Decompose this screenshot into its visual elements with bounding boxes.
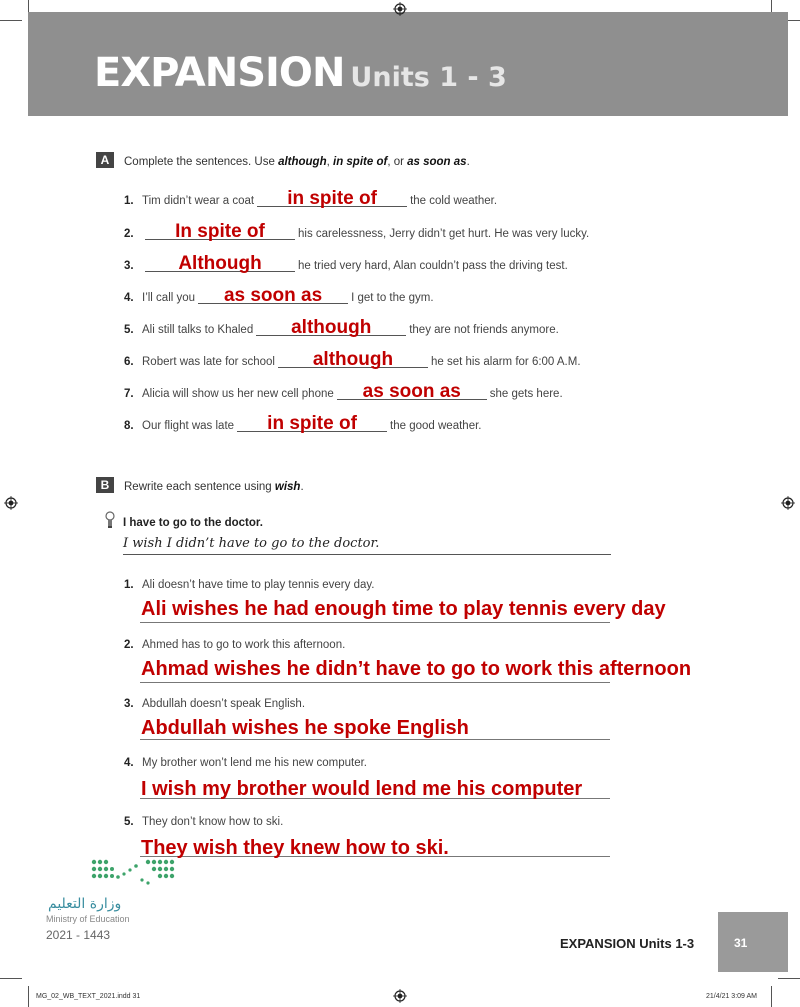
exercise-a-item: [124, 413, 482, 434]
example-prompt: I have to go to the doctor.: [123, 517, 263, 529]
exercise-a-item: [124, 381, 563, 402]
sentence-post: he tried very hard, Alan couldn’t pass the driving test.: [298, 260, 568, 272]
exercise-b-prompt: [124, 698, 305, 710]
sentence-pre: Robert was late for school: [142, 356, 275, 368]
item-number: 3.: [124, 698, 134, 710]
ministry-name-arabic: وزارة التعليم: [48, 896, 122, 912]
sentence-pre: Alicia will show us her new cell phone: [142, 388, 334, 400]
sentence-post: she gets here.: [489, 388, 563, 400]
print-slug-filename: MG_02_WB_TEXT_2021.indd 31: [36, 993, 141, 1000]
item-number: 4.: [124, 292, 134, 304]
answer-text: They wish they knew how to ski.: [141, 837, 449, 859]
registration-mark-icon: [781, 496, 795, 510]
item-number: 1.: [124, 579, 134, 591]
answer-blank: [237, 413, 387, 434]
answer-text: in spite of: [267, 413, 357, 434]
sentence-pre: Ali still talks to Khaled: [142, 324, 254, 336]
sentence-post: I get to the gym.: [351, 292, 434, 304]
sentence-post: the cold weather.: [410, 195, 498, 207]
prompt-text: My brother won’t lend me his new computer.: [142, 757, 367, 769]
exercise-a-item: [124, 285, 434, 306]
exercise-a-item: [124, 221, 590, 242]
crop-mark: [28, 986, 29, 1007]
exercise-b-prompt: [124, 639, 345, 651]
footer-label: EXPANSION Units 1-3: [560, 936, 695, 951]
item-number: 4.: [124, 757, 134, 769]
page-number-box: [718, 912, 788, 972]
title-units: Units 1 - 3: [350, 62, 507, 93]
ministry-name-english: Ministry of Education: [46, 914, 130, 924]
item-number: 5.: [124, 324, 134, 336]
sentence-post: they are not friends anymore.: [409, 324, 559, 336]
sentence-pre: Tim didn’t wear a coat: [142, 195, 255, 207]
answer-text: as soon as: [223, 285, 323, 306]
prompt-text: Ali doesn’t have time to play tennis every day.: [142, 579, 375, 591]
answer-blank: [337, 381, 487, 402]
print-slug-timestamp: 21/4/21 3:09 AM: [706, 993, 757, 1000]
sentence-pre: I’ll call you: [142, 292, 196, 304]
item-number: 8.: [124, 420, 134, 432]
instruction-text: , or: [387, 156, 408, 168]
instruction-text: .: [466, 156, 470, 168]
answer-text: Ahmad wishes he didn’t have to go to work this afternoon: [141, 658, 692, 680]
page-number: 31: [734, 936, 748, 950]
section-b-instruction: [124, 481, 304, 493]
title-text: EXPANSION: [94, 50, 345, 96]
answer-text: Ali wishes he had enough time to play tennis every day: [141, 598, 666, 620]
exercise-b-prompt: [124, 816, 283, 828]
sentence-pre: Our flight was late: [142, 420, 235, 432]
exercise-a-item: [124, 349, 581, 370]
keyword: wish: [274, 481, 301, 493]
answer-blank: [256, 317, 406, 338]
answer-text: although: [291, 317, 372, 338]
exercise-a-item: [124, 253, 568, 274]
exercise-a-item: [124, 317, 559, 338]
sentence-post: the good weather.: [390, 420, 482, 432]
instruction-text: Rewrite each sentence using: [124, 481, 275, 493]
instruction-text: ,: [326, 156, 333, 168]
answer-text: in spite of: [287, 188, 377, 209]
keyword: in spite of: [333, 156, 388, 168]
crop-mark: [0, 978, 22, 979]
answer-text: I wish my brother would lend me his computer: [141, 778, 583, 800]
crop-mark: [0, 20, 22, 21]
answer-blank: [198, 285, 348, 306]
exercise-b-prompt: [124, 579, 374, 591]
sentence-post: his carelessness, Jerry didn’t get hurt. He was very lucky.: [298, 228, 590, 240]
sentence-post: he set his alarm for 6:00 A.M.: [430, 356, 581, 368]
registration-mark-icon: [4, 496, 18, 510]
exercise-b-prompt: [124, 757, 367, 769]
ministry-logo-icon: [90, 856, 180, 888]
item-number: 7.: [124, 388, 134, 400]
answer-blank: [145, 221, 295, 242]
answer-text: Abdullah wishes he spoke English: [141, 717, 469, 739]
exercise-a-item: [124, 188, 498, 209]
item-number: 5.: [124, 816, 134, 828]
crop-mark: [771, 986, 772, 1007]
answer-blank: [145, 253, 295, 274]
keyword: as soon as: [407, 156, 467, 168]
prompt-text: Ahmed has to go to work this afternoon.: [142, 639, 346, 651]
crop-mark: [778, 978, 800, 979]
answer-blank: [278, 349, 428, 370]
item-number: 3.: [124, 260, 134, 272]
item-number: 2.: [124, 639, 134, 651]
registration-mark-icon: [393, 989, 407, 1003]
section-a-badge: A: [96, 152, 114, 168]
keyword: although: [278, 156, 327, 168]
edition-year: 2021 - 1443: [46, 928, 111, 942]
section-b-badge: B: [96, 477, 114, 493]
answer-text: although: [312, 349, 394, 370]
instruction-text: Complete the sentences. Use: [124, 156, 279, 168]
example-answer: I wish I didn’t have to go to the doctor.: [123, 536, 611, 555]
answer-blank: [257, 188, 407, 209]
page-title: [94, 50, 507, 96]
instruction-text: .: [300, 481, 304, 493]
example-lightbulb-icon: [104, 511, 116, 529]
answer-text: Although: [178, 253, 262, 274]
item-number: 2.: [124, 228, 134, 240]
item-number: 1.: [124, 195, 134, 207]
prompt-text: Abdullah doesn’t speak English.: [142, 698, 306, 710]
prompt-text: They don’t know how to ski.: [142, 816, 284, 828]
registration-mark-icon: [393, 2, 407, 16]
item-number: 6.: [124, 356, 134, 368]
section-a-instruction: [124, 156, 470, 168]
answer-text: as soon as: [362, 381, 461, 402]
answer-text: In spite of: [175, 221, 265, 242]
